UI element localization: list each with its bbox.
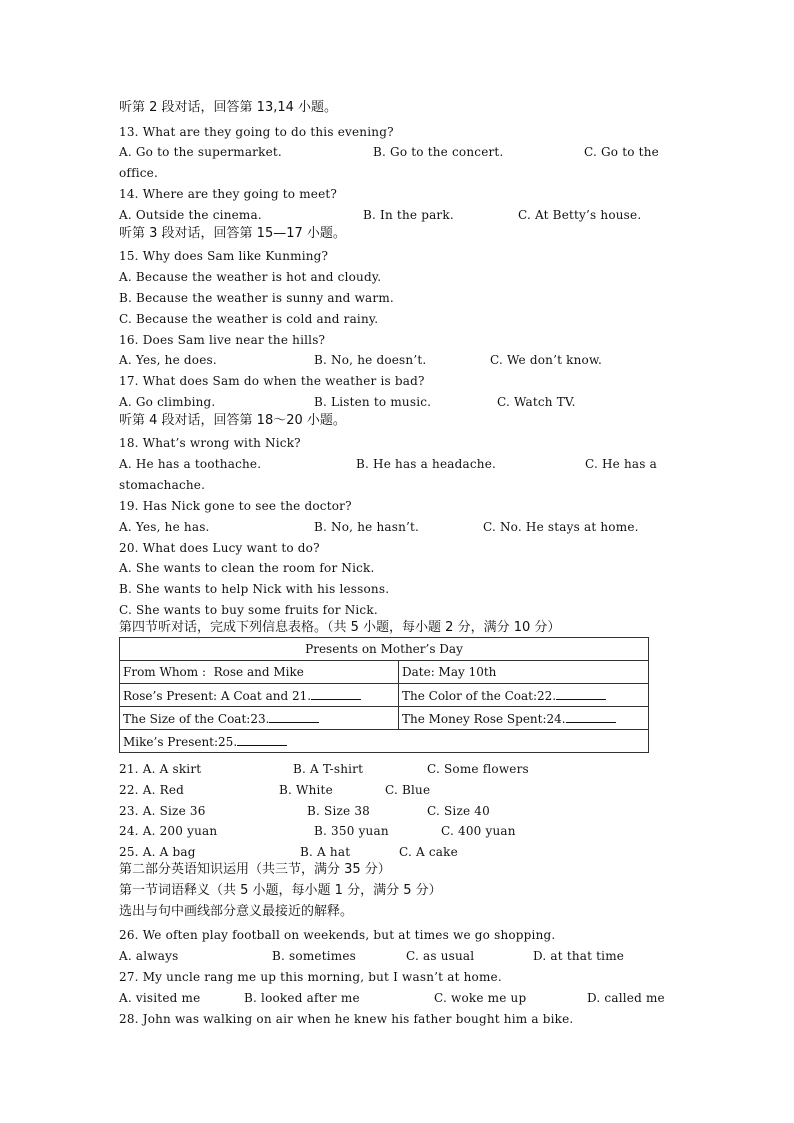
option-26d: D. at that time <box>533 949 625 963</box>
table-cell-money-spent <box>399 707 649 730</box>
option-18c-cont: stomachache. <box>119 478 206 492</box>
answer-blank-22 <box>556 687 606 700</box>
section-heading: 听第 3 段对话，回答第 15—17 小题。 <box>119 226 346 241</box>
rose-present-label: Rose’s Present: A Coat and 21. <box>123 689 312 703</box>
table-cell-coat-size <box>120 707 399 730</box>
question-27: 27. My uncle rang me up this morning, but I wasn’t at home. <box>119 970 502 984</box>
question-13: 13. What are they going to do this evening? <box>119 125 394 139</box>
info-table <box>119 637 649 753</box>
option-14c: C. At Betty’s house. <box>518 208 642 222</box>
option-13a: A. Go to the supermarket. <box>119 145 282 159</box>
option-25a: 25. A. A bag <box>119 845 196 859</box>
question-17: 17. What does Sam do when the weather is bad? <box>119 374 425 388</box>
money-spent-label: The Money Rose Spent:24. <box>402 712 566 726</box>
option-24b: B. 350 yuan <box>314 824 389 838</box>
option-23a: 23. A. Size 36 <box>119 804 206 818</box>
option-27c: C. woke me up <box>434 991 527 1005</box>
question-18: 18. What’s wrong with Nick? <box>119 436 301 450</box>
option-13c-cont: office. <box>119 166 158 180</box>
option-24a: 24. A. 200 yuan <box>119 824 218 838</box>
coat-color-label: The Color of the Coat:22. <box>402 689 557 703</box>
part-heading: 第二部分英语知识运用（共三节，满分 35 分） <box>119 862 391 877</box>
table-cell-mike-present <box>120 730 649 753</box>
option-17c: C. Watch TV. <box>497 395 576 409</box>
section-instruction: 选出与句中画线部分意义最接近的解释。 <box>119 904 354 919</box>
table-cell-date: Date: May 10th <box>399 661 649 684</box>
option-14a: A. Outside the cinema. <box>119 208 262 222</box>
option-27d: D. called me <box>587 991 665 1005</box>
option-20a: A. She wants to clean the room for Nick. <box>119 561 375 575</box>
option-15c: C. Because the weather is cold and rainy. <box>119 312 379 326</box>
option-18a: A. He has a toothache. <box>119 457 262 471</box>
answer-blank-23 <box>269 710 319 723</box>
option-18b: B. He has a headache. <box>356 457 497 471</box>
section-heading: 听第 4 段对话，回答第 18～20 小题。 <box>119 413 346 428</box>
option-20b: B. She wants to help Nick with his lessons. <box>119 582 390 596</box>
option-20c: C. She wants to buy some fruits for Nick. <box>119 603 378 617</box>
option-15a: A. Because the weather is hot and cloudy. <box>119 270 382 284</box>
table-cell-rose-present <box>120 684 399 707</box>
coat-size-label: The Size of the Coat:23. <box>123 712 270 726</box>
option-25c: C. A cake <box>399 845 458 859</box>
option-16a: A. Yes, he does. <box>119 353 217 367</box>
option-16b: B. No, he doesn’t. <box>314 353 427 367</box>
option-21b: B. A T-shirt <box>293 762 364 776</box>
option-22c: C. Blue <box>385 783 431 797</box>
option-19b: B. No, he hasn’t. <box>314 520 420 534</box>
option-25b: B. A hat <box>300 845 351 859</box>
option-15b: B. Because the weather is sunny and warm. <box>119 291 394 305</box>
option-21c: C. Some flowers <box>427 762 529 776</box>
option-13b: B. Go to the concert. <box>373 145 504 159</box>
option-22b: B. White <box>279 783 333 797</box>
question-26: 26. We often play football on weekends, but at times we go shopping. <box>119 928 556 942</box>
table-cell-from-whom: From Whom : Rose and Mike <box>120 661 399 684</box>
section-heading: 听第 2 段对话，回答第 13,14 小题。 <box>119 100 338 115</box>
answer-blank-24 <box>566 710 616 723</box>
option-26c: C. as usual <box>406 949 475 963</box>
mike-present-label: Mike’s Present:25. <box>123 735 238 749</box>
option-26b: B. sometimes <box>272 949 357 963</box>
question-14: 14. Where are they going to meet? <box>119 187 338 201</box>
option-24c: C. 400 yuan <box>441 824 516 838</box>
option-19a: A. Yes, he has. <box>119 520 210 534</box>
table-title: Presents on Mother’s Day <box>120 638 649 661</box>
option-13c: C. Go to the <box>584 145 659 159</box>
question-16: 16. Does Sam live near the hills? <box>119 333 326 347</box>
option-18c: C. He has a <box>585 457 657 471</box>
option-23b: B. Size 38 <box>307 804 371 818</box>
option-19c: C. No. He stays at home. <box>483 520 639 534</box>
option-27b: B. looked after me <box>244 991 360 1005</box>
answer-blank-25 <box>237 733 287 746</box>
option-21a: 21. A. A skirt <box>119 762 202 776</box>
option-17a: A. Go climbing. <box>119 395 216 409</box>
option-17b: B. Listen to music. <box>314 395 432 409</box>
section-heading: 第四节听对话，完成下列信息表格。（共 5 小题，每小题 2 分，满分 10 分） <box>119 620 561 635</box>
question-19: 19. Has Nick gone to see the doctor? <box>119 499 352 513</box>
option-23c: C. Size 40 <box>427 804 490 818</box>
option-27a: A. visited me <box>119 991 201 1005</box>
option-16c: C. We don’t know. <box>490 353 603 367</box>
section-heading: 第一节词语释义（共 5 小题，每小题 1 分，满分 5 分） <box>119 883 442 898</box>
option-22a: 22. A. Red <box>119 783 185 797</box>
question-20: 20. What does Lucy want to do? <box>119 541 320 555</box>
question-15: 15. Why does Sam like Kunming? <box>119 249 329 263</box>
answer-blank-21 <box>311 687 361 700</box>
option-14b: B. In the park. <box>363 208 454 222</box>
question-28: 28. John was walking on air when he knew his father bought him a bike. <box>119 1012 574 1026</box>
option-26a: A. always <box>119 949 179 963</box>
table-cell-coat-color <box>399 684 649 707</box>
